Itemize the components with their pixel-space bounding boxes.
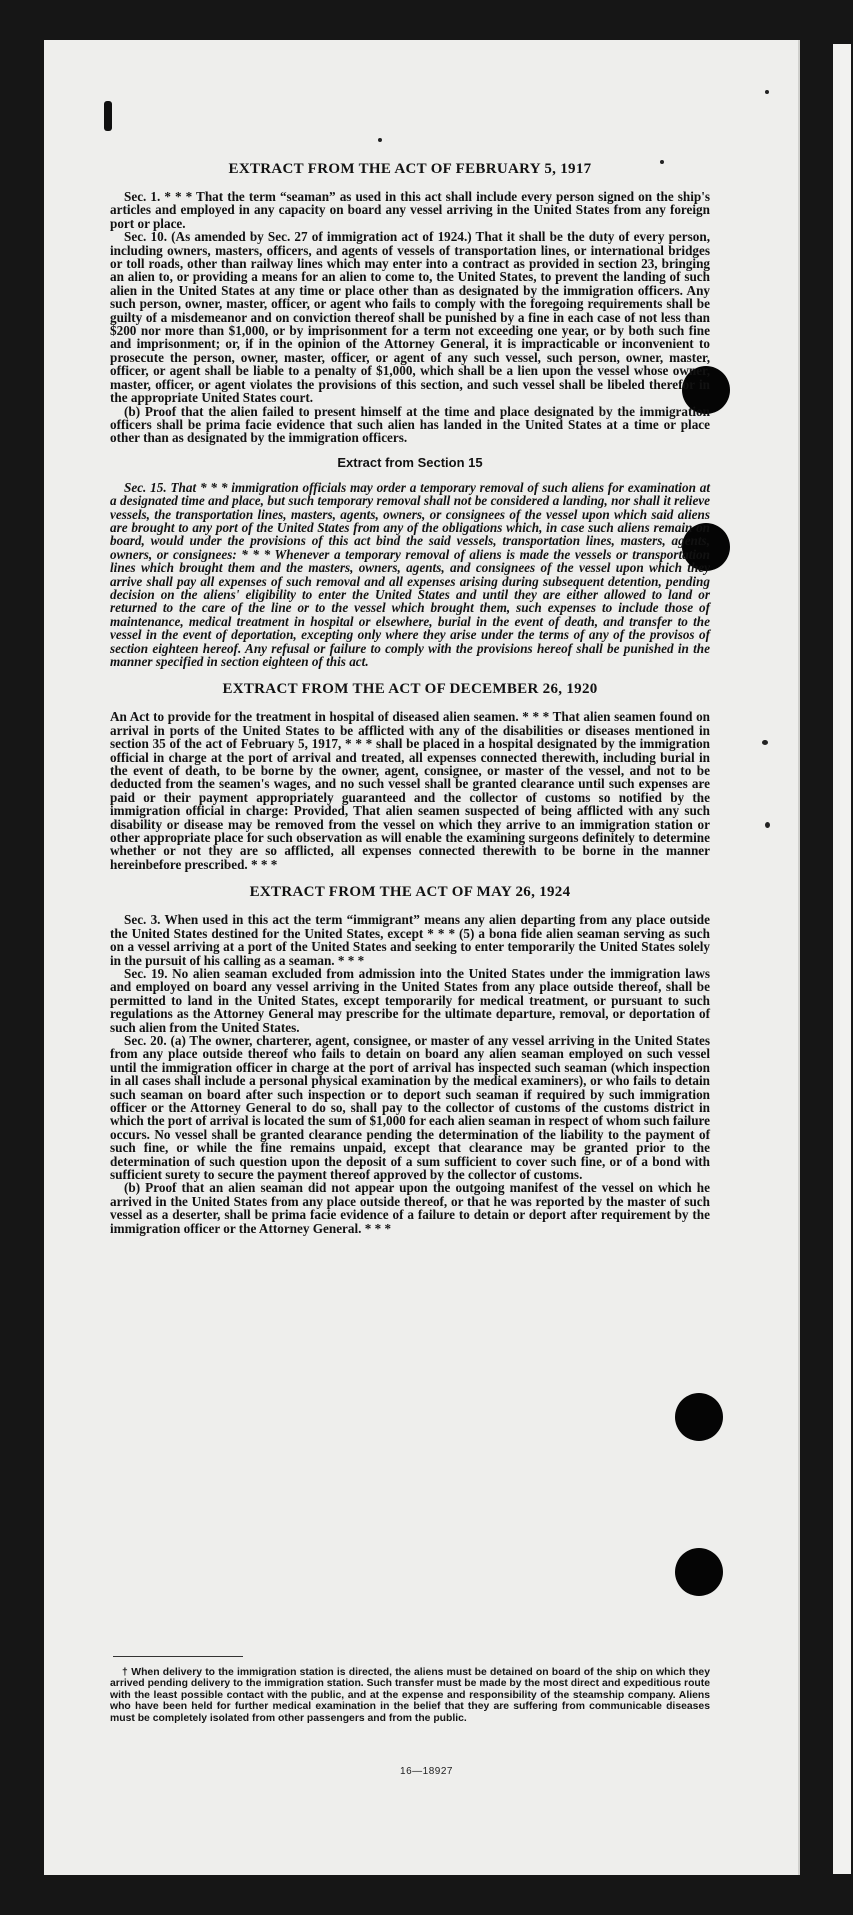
scan-speck	[378, 138, 382, 142]
section-4-text	[110, 913, 710, 1235]
paragraph: An Act to provide for the treatment in hospital of diseased alien seamen. * * * That alien seamen found on arrival in ports of the United States to be afflicted with any of the disabilities or diseases mentioned in section 35 of the act of February 5, 1917, * * * shall be placed in a hospital designated by the immigration official in charge at the port of arrival and treated, all expenses connected therewith, including burial in the event of death, to be borne by the owner, agent, consignee, or master of the vessel, and not to be deducted from the seamen's wages, and no such vessel shall be granted clearance until such expenses are paid or their payment appropriately guaranteed and the collector of customs so notified by the immigration official in charge: Provided, That alien seamen suspected of being afflicted with any such disability or disease may be removed from the vessel on which they arrive to an immigration station or other appropriate place for such observation as will enable the examining surgeons definitely to determine whether or not they are so afflicted, all expenses connected therewith to be borne in the manner hereinbefore prescribed. * * *	[110, 709, 710, 872]
paragraph: Sec. 3. When used in this act the term “immigrant” means any alien departing from any place outside the United States destined for the United States, except * * * (5) a bona fide alien seaman serving as such on a vessel arriving at a port of the United States and seeking to enter temporarily the United States solely in the pursuit of his calling as a seaman. * * *	[110, 912, 710, 968]
footnote-divider	[113, 1656, 243, 1657]
footnote: † When delivery to the immigration station is directed, the aliens must be detained on board of the ship on which they arrived pending delivery to the immigration station. Such transfer must be made by the most direct and expeditious route with the least possible contact with the public, and at the expense and responsibility of the steamship company. Aliens who have been held for further medical examination in the belief that they are suffering from communicable diseases must be completely isolated from other passengers and from the public.	[110, 1667, 710, 1724]
document-body	[110, 160, 710, 1235]
scan-speck	[762, 740, 768, 745]
section-3-text	[110, 710, 710, 871]
scan-mark	[104, 101, 112, 131]
section-heading: EXTRACT FROM THE ACT OF FEBRUARY 5, 1917	[228, 161, 592, 177]
punch-hole	[675, 1548, 723, 1596]
print-code: 16—18927	[400, 1766, 453, 1777]
scan-speck	[765, 90, 769, 94]
section-heading: EXTRACT FROM THE ACT OF DECEMBER 26, 1920	[222, 681, 598, 698]
section-heading: EXTRACT FROM THE ACT OF MAY 26, 1924	[249, 884, 571, 901]
subsection-heading: Extract from Section 15	[337, 454, 483, 470]
paragraph: Sec. 10. (As amended by Sec. 27 of immigration act of 1924.) That it shall be the duty of every person, including owners, masters, officers, and agents of vessels of transportation lines, or international bridges or toll roads, other than railway lines which may enter into a contract as provided in section 23, bringing an alien to, or providing a means for an alien to come to, the United States, to prevent the landing of such alien in the United States at any time or place other than as designated by the immigration officers. Any such person, owner, master, officer, or agent who fails to comply with the foregoing requirements shall be guilty of a misdemeanor and on conviction thereof shall be punished by a fine in each case of not less than $200 nor more than $1,000, or by imprisonment for a term not exceeding one year, or by both such fine and imprisonment; or, if in the opinion of the Attorney General, it is impracticable or inconvenient to prosecute the person, owner, master, officer, or agent of any such vessel, such person, owner, master, officer, or agent shall be liable to a penalty of $1,000, which shall be a lien upon the vessel whose owner, master, officer, or agent violates the provisions of this section, and such vessel shall be libeled therefor in the appropriate United States court.	[110, 229, 710, 406]
paragraph: Sec. 15. That * * * immigration officials may order a temporary removal of such aliens for examination at a designated time and place, but such temporary removal shall not be considered a landing, nor shall it relieve vessels, the transportation lines, masters, agents, owners, or consignees of the vessel upon which said aliens are brought to any port of the United States from any of the obligations which, in case such aliens remain on board, would under the provisions of this act bind the said vessels, transportation lines, masters, agents, owners, or consignees: * * * Whenever a temporary removal of aliens is made the vessels or transportation lines which brought them and the masters, owners, agents, and consignees of the vessel upon which they arrive shall pay all expenses of such removal and all expenses arising during subsequent detention, pending decision on the aliens' eligibility to enter the United States and until they are either allowed to land or returned to the care of the line or to the vessel which brought them, such expenses to include those of maintenance, medical treatment in hospital or elsewhere, burial in the event of death, and transfer to the vessel in the event of deportation, excepting only where they arise under the terms of any of the provisos of section eighteen hereof. Any refusal or failure to comply with the provisions hereof shall be punished in the manner specified in section eighteen of this act.	[110, 479, 710, 669]
punch-hole	[675, 1393, 723, 1441]
paragraph: Sec. 1. * * * That the term “seaman” as used in this act shall include every person signed on the ship's articles and employed in any capacity on board any vessel arriving in the United States from any foreign port or place.	[110, 189, 710, 231]
section-15-text	[110, 481, 710, 669]
paragraph: (b) Proof that an alien seaman did not appear upon the outgoing manifest of the vessel on which he arrived in the United States from any place outside thereof, or that he was reported by the master of such vessel as a deserter, shall be prima facie evidence of a failure to detain or deport after requirement by the immigration officer or the Attorney General. * * *	[110, 1180, 710, 1236]
scan-speck	[765, 822, 770, 828]
paragraph: Sec. 19. No alien seaman excluded from admission into the United States under the immigration laws and employed on board any vessel arriving in the United States from any place outside thereof, shall be permitted to land in the United States, except temporarily for medical treatment, or pursuant to such regulations as the Attorney General may prescribe for the ultimate departure, removal, or deportation of such alien from the United States.	[110, 965, 710, 1035]
paragraph: Sec. 20. (a) The owner, charterer, agent, consignee, or master of any vessel arriving in the United States from any place outside thereof who fails to detain on board any alien seaman employed on such vessel until the immigration officer in charge at the port of arrival has inspected such seaman (which inspection in all cases shall include a personal physical examination by the medical examiners), or who fails to detain such seaman on board after such inspection or to deport such seaman if required by such immigration officer or the Attorney General to do so, shall pay to the collector of customs of the customs district in which the port of arrival is located the sum of $1,000 for each alien seaman in respect of whom such failure occurs. No vessel shall be granted clearance pending the determination of the liability to the payment of such fine, or while the fine remains unpaid, except that clearance may be granted prior to the determination of such question upon the deposit of a sum sufficient to cover such fine, or of a bond with sufficient surety to secure the payment thereof approved by the collector of customs.	[110, 1032, 710, 1182]
section-1-text	[110, 190, 710, 445]
adjacent-page-edge	[833, 44, 851, 1874]
paragraph: (b) Proof that the alien failed to present himself at the time and place designated by the immigration officers shall be prima facie evidence that such alien has landed in the United States at a time or place other than as designated by the immigration officers.	[110, 403, 710, 446]
